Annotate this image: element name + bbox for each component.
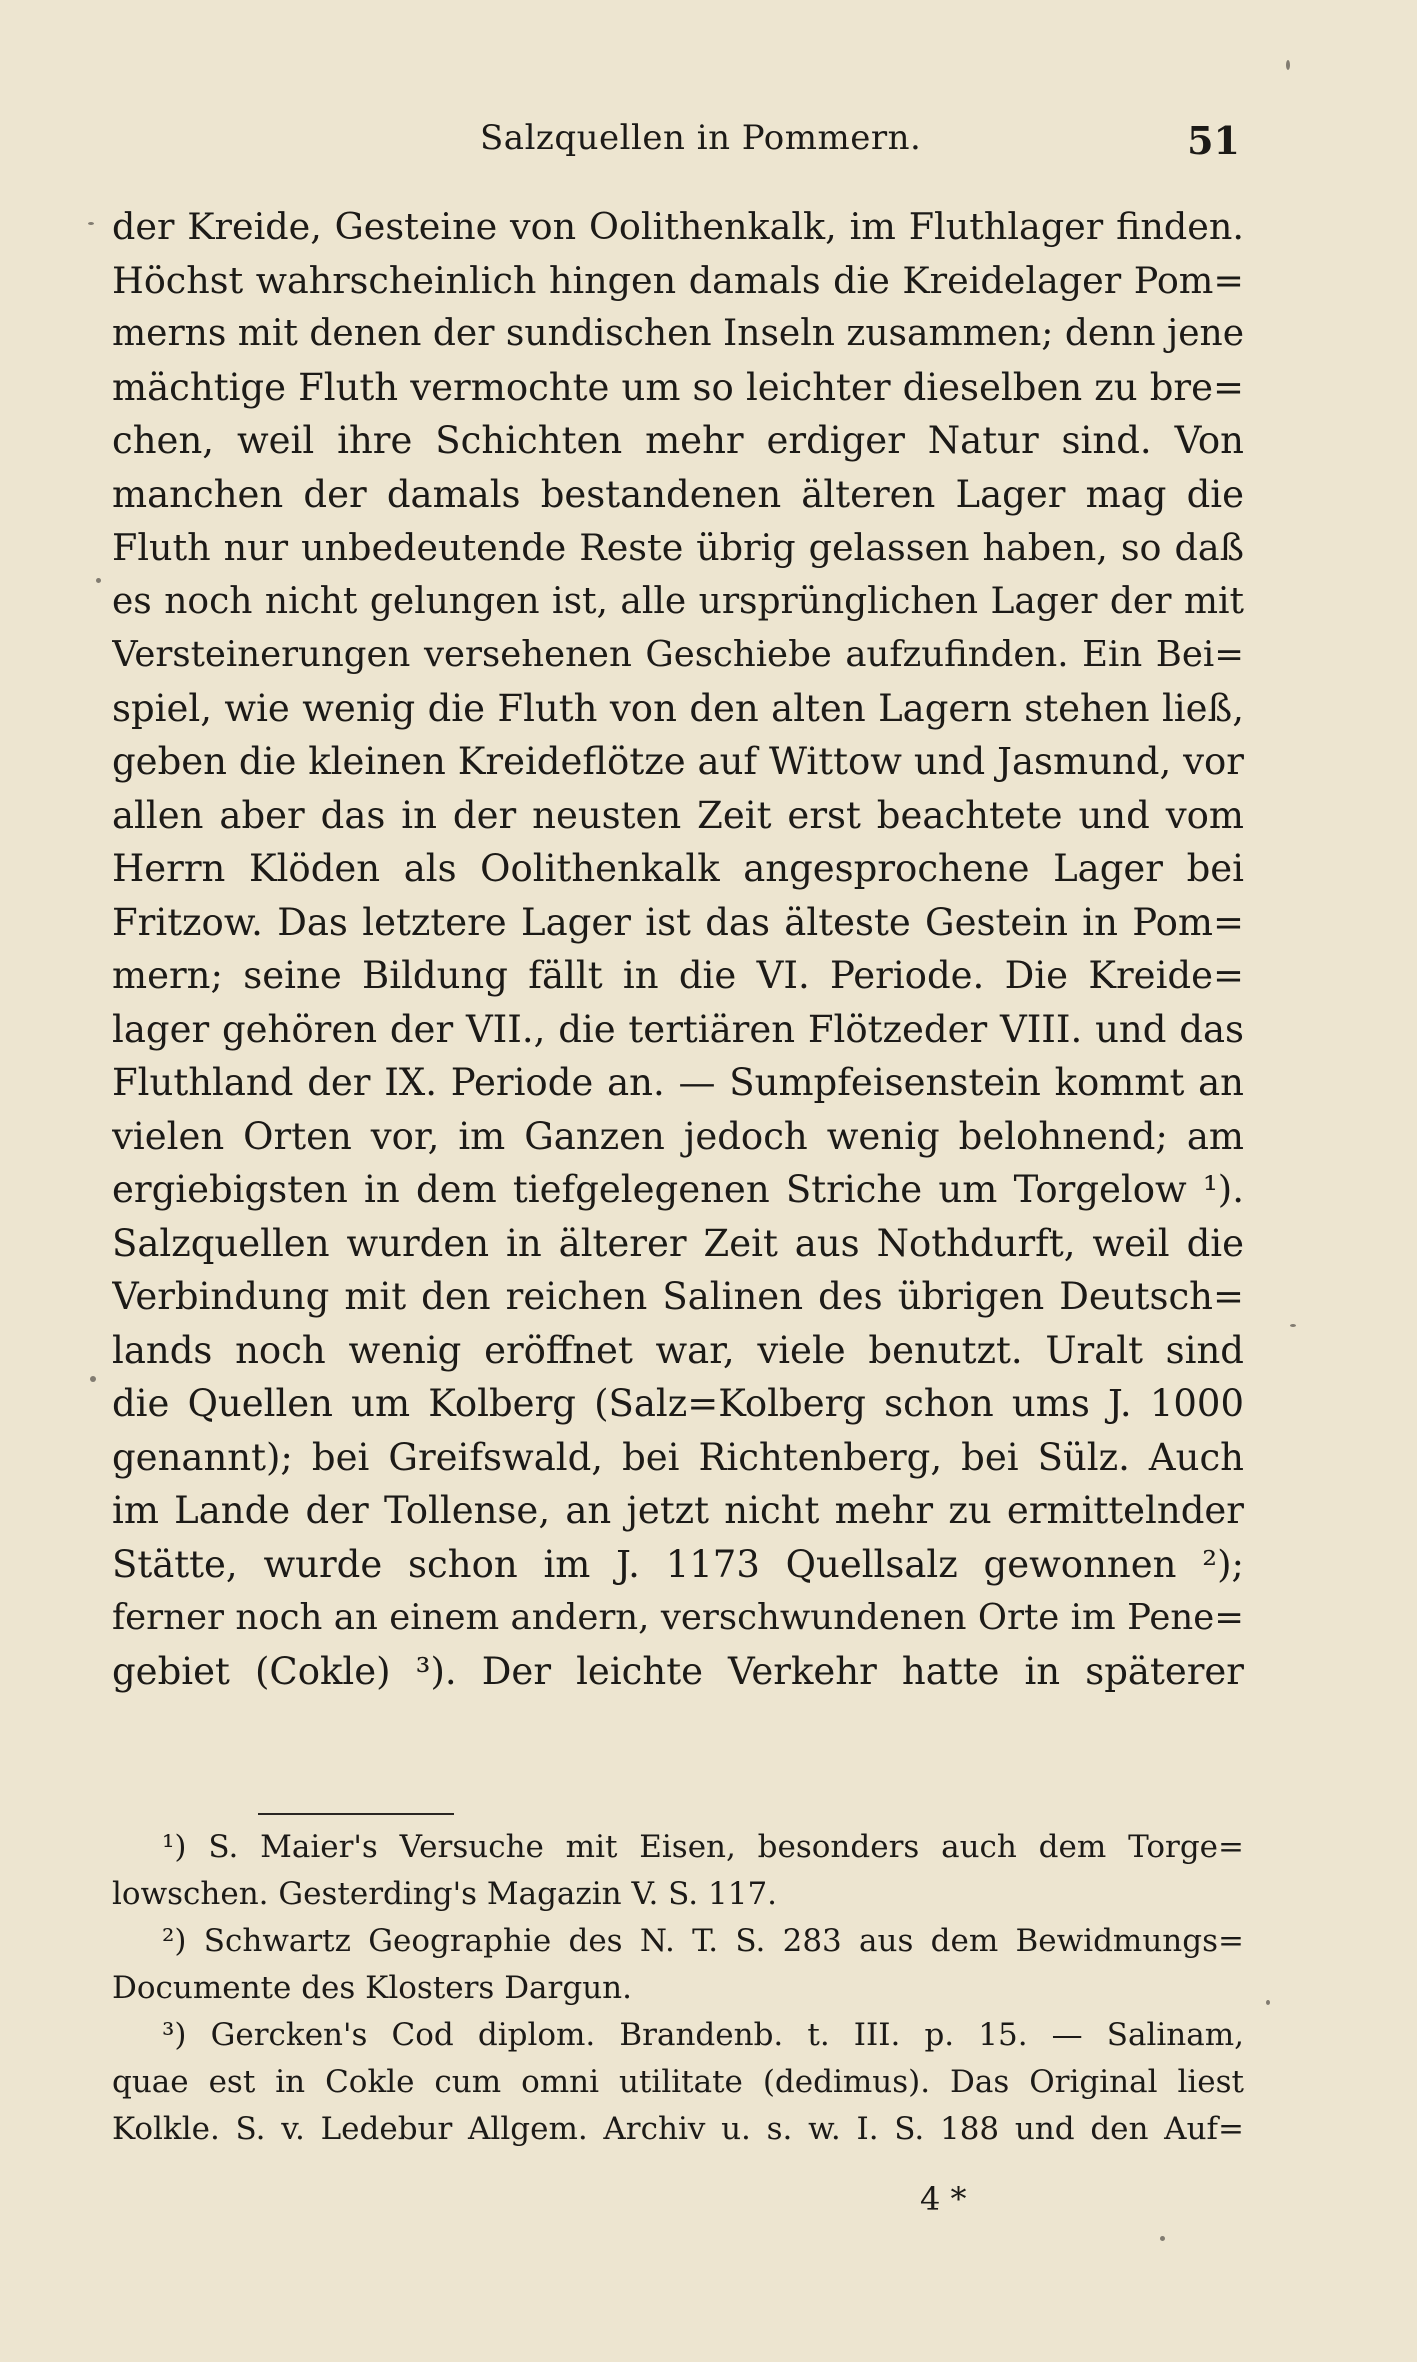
text-line: Verbindung mit den reichen Salinen des übrigen Deutsch= [112, 1275, 1244, 1318]
print-speck [1266, 2000, 1270, 2005]
text-line: chen, weil ihre Schichten mehr erdiger Natur sind. Von [112, 419, 1244, 462]
footnote-line: quae est in Cokle cum omni utilitate (dedimus). Das Original liest [112, 2064, 1244, 2100]
signature-mark: 4 * [920, 2180, 967, 2218]
text-line: die Quellen um Kolberg (Salz=Kolberg schon ums J. 1000 [112, 1382, 1244, 1425]
text-line: Fritzow. Das letztere Lager ist das älteste Gestein in Pom= [112, 900, 1244, 944]
text-line: ferner noch an einem andern, verschwundenen Orte im Pene= [112, 1597, 1244, 1638]
footnote-line: ¹) S. Maier's Versuche mit Eisen, besonders auch dem Torge= [162, 1829, 1244, 1865]
text-line: lands noch wenig eröffnet war, viele benutzt. Uralt sind [112, 1328, 1244, 1372]
footnote-line: ²) Schwartz Geographie des N. T. S. 283 aus dem Bewidmungs= [162, 1923, 1244, 1959]
print-speck [90, 1376, 96, 1382]
text-line: gebiet (Cokle) ³). Der leichte Verkehr hatte in späterer [112, 1649, 1244, 1693]
footnotes [112, 1824, 1244, 2153]
text-line: es noch nicht gelungen ist, alle ursprünglichen Lager der mit [112, 580, 1244, 622]
footnote-rule [258, 1813, 454, 1815]
text-line: Stätte, wurde schon im J. 1173 Quellsalz gewonnen ²); [112, 1542, 1244, 1586]
footnote-line: lowschen. Gesterding's Magazin V. S. 117. [112, 1876, 778, 1912]
text-line: ergiebigsten in dem tiefgelegenen Striche um Torgelow ¹). [112, 1168, 1244, 1211]
text-line: mächtige Fluth vermochte um so leichter dieselben zu bre= [112, 365, 1244, 409]
text-line: Fluth nur unbedeutende Reste übrig gelassen haben, so daß [112, 526, 1244, 569]
footnote-line: Documente des Klosters Dargun. [112, 1970, 632, 2006]
text-line: vielen Orten vor, im Ganzen jedoch wenig belohnend; am [112, 1114, 1244, 1158]
text-line: genannt); bei Greifswald, bei Richtenberg, bei Sülz. Auch [112, 1435, 1244, 1479]
print-speck [88, 222, 94, 225]
print-speck [1286, 60, 1290, 70]
text-line: mern; seine Bildung fällt in die VI. Periode. Die Kreide= [112, 954, 1244, 997]
text-line: geben die kleinen Kreideflötze auf Wittow und Jasmund, vor [112, 740, 1244, 783]
footnote-line: Kolkle. S. v. Ledebur Allgem. Archiv u. s. w. I. S. 188 und den Auf= [112, 2111, 1244, 2147]
text-line: der Kreide, Gesteine von Oolithenkalk, im Fluthlager finden. [112, 205, 1244, 248]
text-line: Salzquellen wurden in älterer Zeit aus Nothdurft, weil die [112, 1221, 1244, 1265]
running-head: Salzquellen in Pommern. [480, 118, 922, 158]
text-line: Höchst wahrscheinlich hingen damals die Kreidelager Pom= [112, 258, 1244, 302]
footnote-line: ³) Gercken's Cod diplom. Brandenb. t. III. p. 15. — Salinam, [162, 2017, 1244, 2053]
text-line: merns mit denen der sundischen Inseln zusammen; denn jene [112, 313, 1244, 354]
print-speck [1290, 1324, 1296, 1327]
text-line: Versteinerungen versehenen Geschiebe aufzufinden. Ein Bei= [112, 634, 1244, 675]
text-line: Herrn Klöden als Oolithenkalk angesprochene Lager bei [112, 847, 1244, 890]
page-number: 51 [1187, 118, 1240, 163]
body-text [112, 200, 1244, 1698]
text-line: spiel, wie wenig die Fluth von den alten Lagern stehen ließ, [112, 686, 1244, 730]
text-line: manchen der damals bestandenen älteren Lager mag die [112, 472, 1244, 516]
page-header [110, 118, 1240, 178]
text-line: lager gehören der VII., die tertiären Flötzeder VIII. und das [112, 1007, 1244, 1051]
text-line: allen aber das in der neusten Zeit erst beachtete und vom [112, 793, 1244, 837]
text-line: im Lande der Tollense, an jetzt nicht mehr zu ermittelnder [112, 1489, 1244, 1532]
print-speck [96, 578, 101, 583]
text-line: Fluthland der IX. Periode an. — Sumpfeisenstein kommt an [112, 1061, 1244, 1104]
print-speck [1160, 2236, 1165, 2241]
